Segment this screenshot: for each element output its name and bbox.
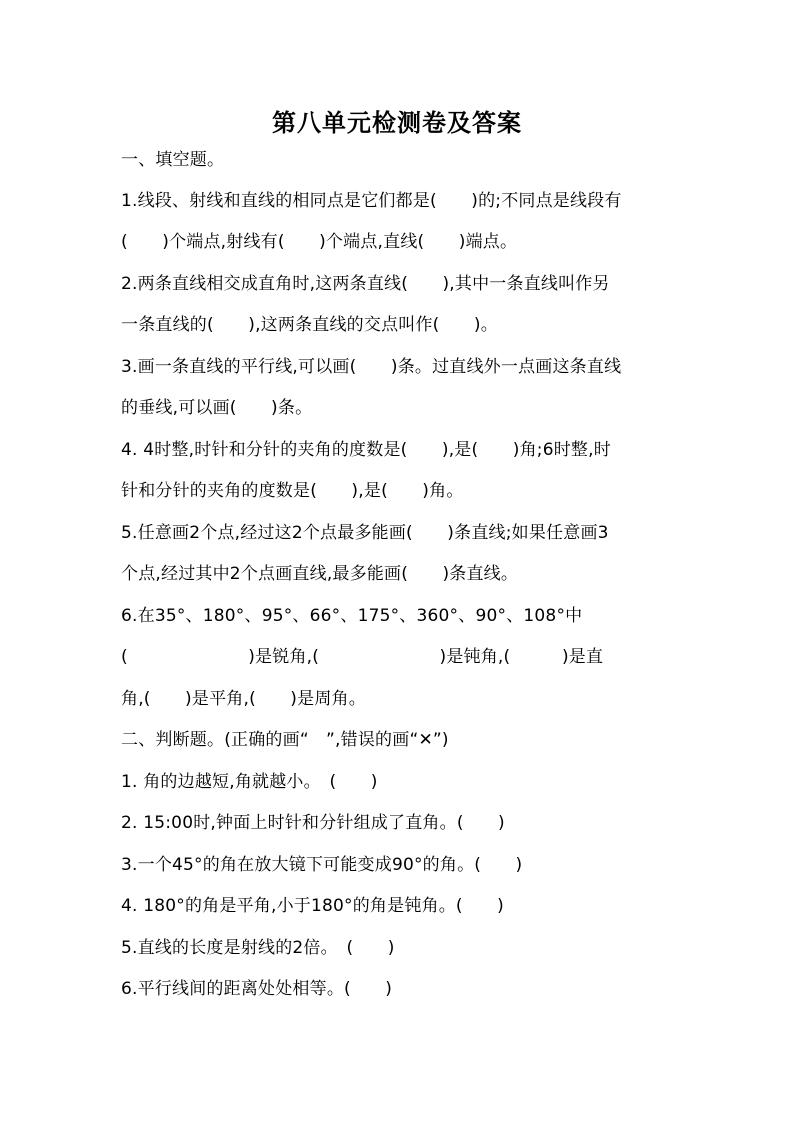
question-line: 针和分针的夹角的度数是( ),是( )角。 <box>121 481 464 501</box>
judge-item: 6.平行线间的距离处处相等。( ) <box>121 979 393 999</box>
judge-item: 4. 180°的角是平角,小于180°的角是钝角。( ) <box>121 896 504 916</box>
judge-item: 5.直线的长度是射线的2倍。 ( ) <box>121 938 395 958</box>
judge-item: 2. 15:00时,钟面上时针和分针组成了直角。( ) <box>121 813 505 833</box>
question-line: 1.线段、射线和直线的相同点是它们都是( )的;不同点是线段有 <box>121 191 622 211</box>
question-line: 3.画一条直线的平行线,可以画( )条。过直线外一点画这条直线 <box>121 357 622 377</box>
question-line: 5.任意画2个点,经过这2个点最多能画( )条直线;如果任意画3 <box>121 523 609 543</box>
section-heading-fill-blank: 一、填空题。 <box>121 150 225 170</box>
judge-item: 3.一个45°的角在放大镜下可能变成90°的角。( ) <box>121 855 523 875</box>
question-line: ( )是锐角,( )是钝角,( )是直 <box>121 647 604 667</box>
question-line: 一条直线的( ),这两条直线的交点叫作( )。 <box>121 315 498 335</box>
question-line: ( )个端点,射线有( )个端点,直线( )端点。 <box>121 232 518 252</box>
question-line: 的垂线,可以画( )条。 <box>121 398 313 418</box>
question-line: 6.在35°、180°、95°、66°、175°、360°、90°、108°中 <box>121 606 583 626</box>
judge-item: 1. 角的边越短,角就越小。 ( ) <box>121 772 378 792</box>
section-heading-true-false: 二、判断题。(正确的画“ ”,错误的画“✕”) <box>121 730 449 750</box>
question-line: 个点,经过其中2个点画直线,最多能画( )条直线。 <box>121 564 519 584</box>
question-line: 角,( )是平角,( )是周角。 <box>121 689 366 709</box>
question-line: 2.两条直线相交成直角时,这两条直线( ),其中一条直线叫作另 <box>121 274 610 294</box>
page-title: 第八单元检测卷及答案 <box>272 109 522 137</box>
question-line: 4. 4时整,时针和分针的夹角的度数是( ),是( )角;6时整,时 <box>121 440 611 460</box>
